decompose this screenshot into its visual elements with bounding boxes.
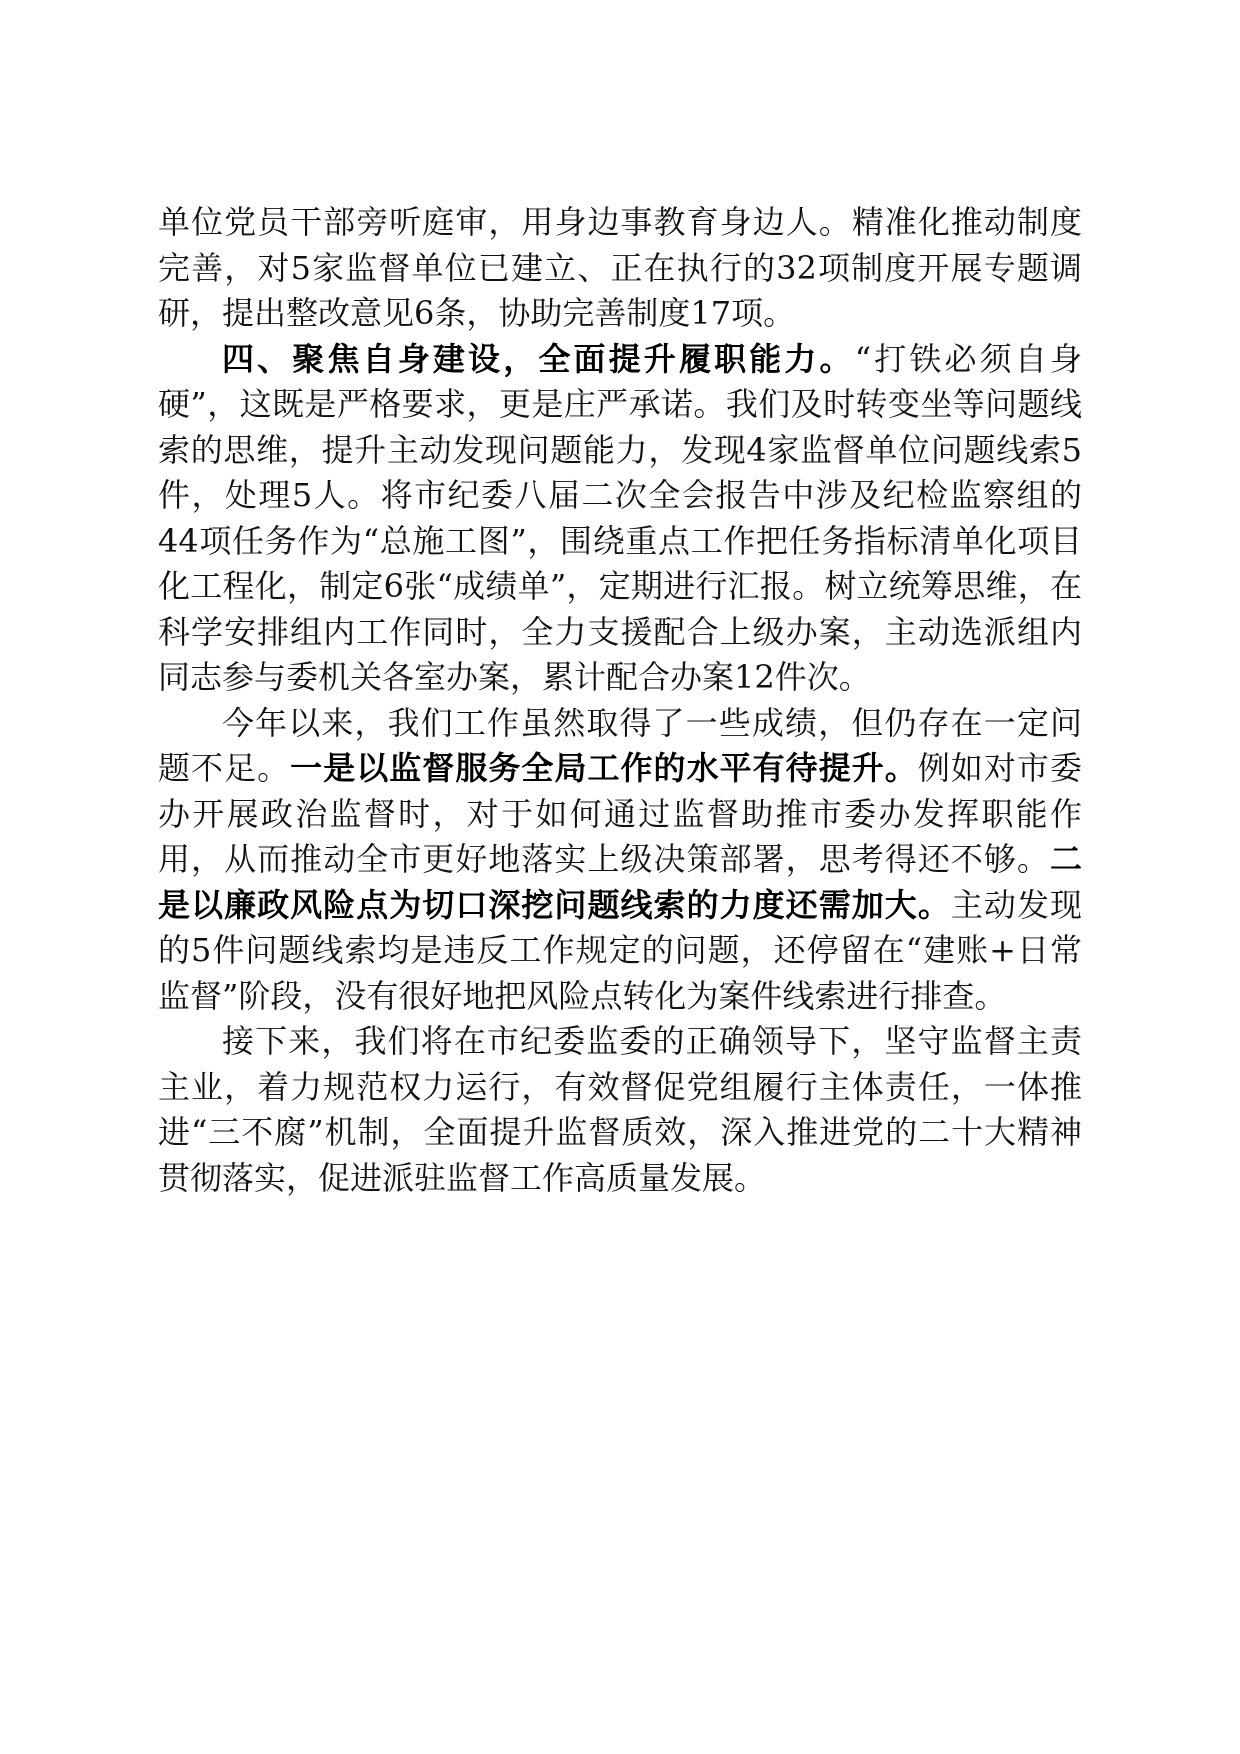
shortcoming-one-heading: 一是以监督服务全局工作的水平有待提升。 [290,749,918,787]
paragraph-self-building [158,337,1082,701]
section-heading-four: 四、聚焦自身建设，全面提升履职能力。 [222,339,855,378]
document-body [158,200,1082,1201]
shortcoming-two-heading: 二是以廉政风险点为切口深挖问题线索的力度还需加大。 [158,840,1082,924]
paragraph-next-steps [158,1019,1082,1201]
paragraph-text: 今年以来，我们工作虽然取得了一些成绩，但仍存在一定问题不足。 [158,703,1082,787]
paragraph-shortcomings [158,701,1082,1020]
paragraph-text: 单位党员干部旁听庭审，用身边事教育身边人。精准化推动制度完善，对5家监督单位已建立、正在执行的32项制度开展专题调研，提出整改意见6条，协助完善制度17项。 [158,203,1082,332]
paragraph-text: 例如对市委办开展政治监督时，对于如何通过监督助推市委办发挥职能作用，从而推动全市更好地落实上级决策部署，思考得还不够。 [158,749,1082,878]
paragraph-text: 接下来，我们将在市纪委监委的正确领导下，坚守监督主责主业，着力规范权力运行，有效督促党组履行主体责任，一体推进“三不腐”机制，全面提升监督质效，深入推进党的二十大精神贯彻落实，促进派驻监督工作高质量发展。 [158,1022,1082,1197]
paragraph-text: “打铁必须自身硬”，这既是严格要求，更是庄严承诺。我们及时转变坐等问题线索的思维，提升主动发现问题能力，发现4家监督单位问题线索5件，处理5人。将市纪委八届二次全会报告中涉及纪检监察组的44项任务作为“总施工图”，围绕重点工作把任务指标清单化项目化工程化，制定6张“成绩单”，定期进行汇报。树立统筹思维，在科学安排组内工作同时，全力支援配合上级办案，主动选派组内同志参与委机关各室办案，累计配合办案12件次。 [158,339,1082,696]
paragraph-text: 主动发现的5件问题线索均是违反工作规定的问题，还停留在“建账+日常监督”阶段，没有很好地把风险点转化为案件线索进行排查。 [158,885,1082,1015]
paragraph-continuation [158,200,1082,337]
